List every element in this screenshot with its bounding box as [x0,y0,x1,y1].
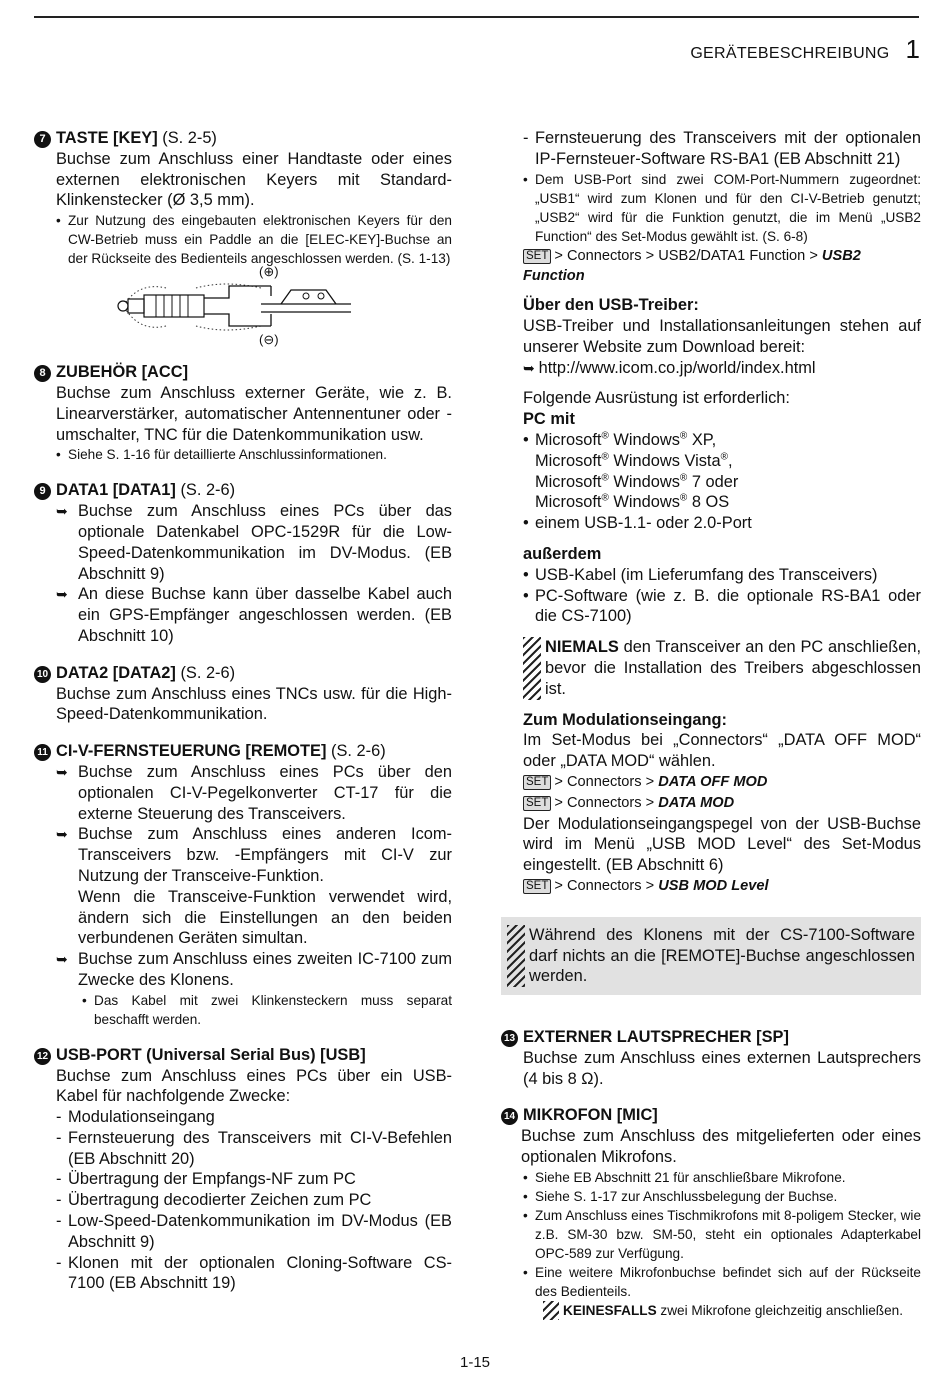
also-required [501,544,921,627]
list-item: • Microsoft® Windows® XP, Microsoft® Windows Vista®, Microsoft® Windows® 7 oder Microsoft® Windows® 8 OS [523,430,739,512]
note: • Siehe S. 1-16 für detaillierte Anschlussinformationen. [56,447,387,463]
url-line [501,358,921,379]
paragraph: Im Set-Modus bei „Connectors“ „DATA OFF MOD“ oder „DATA MOD“ wählen. [523,731,921,771]
page-number: 1-15 [459,1354,491,1371]
paragraph: Folgende Ausrüstung ist erforderlich: [523,389,790,408]
note: • Siehe EB Abschnitt 21 für anschließbare Mikrofone. [523,1169,846,1185]
section-title: GERÄTEBESCHREIBUNG [690,45,890,62]
url-link[interactable]: http://www.icom.co.jp/world/index.html [538,358,816,377]
list-item: - Übertragung decodierter Zeichen zum PC [56,1191,372,1210]
arrow-icon: ➥ [56,503,68,520]
section-heading: EXTERNER LAUTSPRECHER [SP] [523,1028,789,1047]
arrow-icon: ➥ [56,951,68,968]
section-number: 11 [34,744,51,761]
list-item: ➥ Buchse zum Anschluss eines anderen Icom-Transceivers bzw. -Empfängers mit CI-V zur Nutzung der Transceive-Funktion. [56,825,452,885]
section-heading: USB-PORT (Universal Serial Bus) [USB] [56,1045,366,1064]
section-body: Buchse zum Anschluss des mitgelieferten oder eines optionalen Mikrofons. [521,1127,921,1167]
list-item: - Klonen mit der optionalen Cloning-Software CS-7100 (EB Abschnitt 19) [56,1253,452,1293]
paragraph: USB-Treiber und Installationsanleitungen stehen auf unserer Website zum Download bereit: [523,316,921,356]
header-rule [34,16,919,18]
key-plug-illustration [56,268,356,346]
list-item: ➥ An diese Buchse kann über dasselbe Kabel auch ein GPS-Empfänger angeschlossen werden. (EB Abschnitt 10) [56,585,452,645]
section-acc [34,362,452,464]
section-usb [34,1045,452,1295]
section-key [34,128,452,346]
jack-diagram [56,264,452,348]
note: • Eine weitere Mikrofonbuchse befindet sich auf der Rückseite des Bedienteils. [523,1264,921,1299]
warning-never: NIEMALS den Transceiver an den PC anschließen, bevor die Installation des Treibers abgeschlossen ist. [501,637,921,699]
warning-mic: KEINESFALLS zwei Mikrofone gleichzeitig anschließen. [501,1301,921,1320]
section-mic [501,1105,921,1319]
list-item: - Modulationseingang [56,1108,215,1127]
arrow-icon: ➥ [56,586,68,603]
modulation-section [501,710,921,897]
section-data1 [34,480,452,646]
list-item: - Low-Speed-Datenkommunikation im DV-Modus (EB Abschnitt 9) [56,1212,452,1251]
menu-path: SET > Connectors > USB2/DATA1 Function > USB2 Function [523,247,861,285]
page-ref: (S. 2-6) [175,663,236,682]
note: • Siehe S. 1-17 zur Anschlussbelegung der Buchse. [523,1188,838,1204]
menu-path: SET > Connectors > USB MOD Level [501,876,921,897]
subheading: PC mit [523,410,575,429]
list-item: • einem USB-1.1- oder 2.0-Port [523,514,752,533]
page-ref: (S. 2-5) [157,129,217,147]
arrow-icon: ➥ [56,826,68,843]
section-number: 14 [501,1108,518,1125]
page-ref: (S. 2-6) [175,481,236,500]
section-body: Buchse zum Anschluss eines PCs über ein USB-Kabel für nachfolgende Zwecke: [56,1066,452,1106]
chapter-number: 1 [905,34,920,64]
left-column [34,128,452,1294]
section-heading: DATA2 [DATA2] [56,663,176,682]
section-heading: TASTE [KEY] [56,129,158,147]
section-heading: DATA1 [DATA1] [56,481,176,500]
warning-icon [543,1301,559,1320]
subheading: außerdem [523,544,602,563]
list-item: • USB-Kabel (im Lieferumfang des Transceivers) [523,565,878,584]
list-item: - Übertragung der Empfangs-NF zum PC [56,1170,356,1189]
section-number: 10 [34,666,51,683]
set-key-icon: SET [523,879,551,894]
list-item: - Fernsteuerung des Transceivers mit CI-V-Befehlen (EB Abschnitt 20) [56,1128,452,1168]
right-column [501,128,921,1320]
usb-driver-section [501,295,921,378]
section-heading: MIKROFON [MIC] [523,1106,658,1125]
minus-label: (⊖) [259,332,279,348]
section-number: 7 [34,131,51,148]
list-item: - Fernsteuerung des Transceivers mit der optionalen IP-Fernsteuer-Software RS-BA1 (EB Abschnitt 21) [523,129,921,168]
list-item: ➥ Buchse zum Anschluss eines PCs über das optionale Datenkabel OPC-1529R für die Low-Speed-Datenkommunikation im DV-Modus. (EB Abschnitt 9) [56,502,452,583]
list-item: • PC-Software (wie z. B. die optionale RS-BA1 oder die CS-7100) [523,586,921,626]
paragraph: Der Modulationseingangspegel von der USB-Buchse wird im Menü „USB MOD Level“ des Set-Modus eingestellt. (EB Abschnitt 6) [523,814,921,875]
note: • Dem USB-Port sind zwei COM-Port-Nummern zugeordnet: „USB1“ wird zum Klonen und für den CI-V-Betrieb genutzt; „USB2“ wird für die Funktion genutzt, die im Menü „USB2 Function“ des Set-Modus gewählt ist. (S. 6-8) [523,171,921,244]
section-number: 8 [34,365,51,382]
warning-icon [523,637,541,699]
arrow-icon: ➥ [523,359,539,376]
note: • Zum Anschluss eines Tischmikrofons mit 8-poligem Stecker, wie z.B. SM-30 bzw. SM-50, steht ein optionales Adapterkabel OPC-589 zur Verfügung. [523,1207,921,1261]
section-heading: CI-V-FERNSTEUERUNG [REMOTE] [56,742,327,761]
section-number: 12 [34,1048,51,1065]
list-item-continued: Wenn die Transceive-Funktion verwendet wird, ändern sich die Einstellungen an den beiden verbundenen Geräten simultan. [78,887,452,948]
section-data2 [34,663,452,725]
section-body: Buchse zum Anschluss eines externen Lautsprechers (4 bis 8 Ω). [523,1048,921,1088]
section-body: Buchse zum Anschluss externer Geräte, wie z. B. Linearverstärker, automatischer Antennentuner oder -umschalter, TNC für die Datenkommunikation usw. [56,383,452,444]
section-remote [34,741,452,1029]
warning-icon [507,925,525,987]
section-sp [501,1027,921,1089]
subheading: Über den USB-Treiber: [523,296,699,315]
clone-warning-box: Während des Klonens mit der CS-7100-Software darf nichts an die [REMOTE]-Buchse angeschlossen werden. [501,917,921,995]
section-body: Buchse zum Anschluss einer Handtaste oder eines externen elektronischen Keyers mit Standard-Klinkenstecker (Ø 3,5 mm). [56,149,452,210]
page-header [690,34,920,65]
note: • Zur Nutzung des eingebauten elektronischen Keyers für den CW-Betrieb muss ein Paddle an die [ELEC-KEY]-Buchse an der Rückseite des Bedienteils angeschlossen werden. (S. 1-13) [56,213,452,267]
page-ref: (S. 2-6) [326,742,386,761]
section-number: 9 [34,483,51,500]
section-body: Buchse zum Anschluss eines TNCs usw. für die High-Speed-Datenkommunikation. [56,684,452,724]
set-key-icon: SET [523,249,551,264]
list-item: ➥ Buchse zum Anschluss eines PCs über den optionalen CI-V-Pegelkonverter CT-17 für die externe Steuerung des Transceivers. [56,762,452,823]
arrow-icon: ➥ [56,763,68,780]
section-heading: ZUBEHÖR [ACC] [56,363,189,382]
subheading: Zum Modulationseingang: [523,710,727,729]
menu-path: SET > Connectors > DATA MOD [501,793,921,814]
list-item: ➥ Buchse zum Anschluss eines zweiten IC-7100 zum Zwecke des Klonens. [56,950,452,989]
set-key-icon: SET [523,796,551,811]
requirements [501,388,921,534]
plus-label: (⊕) [259,264,279,280]
section-number: 13 [501,1030,518,1047]
menu-path: SET > Connectors > DATA OFF MOD [501,772,921,793]
set-key-icon: SET [523,775,551,790]
note: • Das Kabel mit zwei Klinkensteckern muss separat beschafft werden. [82,992,452,1027]
